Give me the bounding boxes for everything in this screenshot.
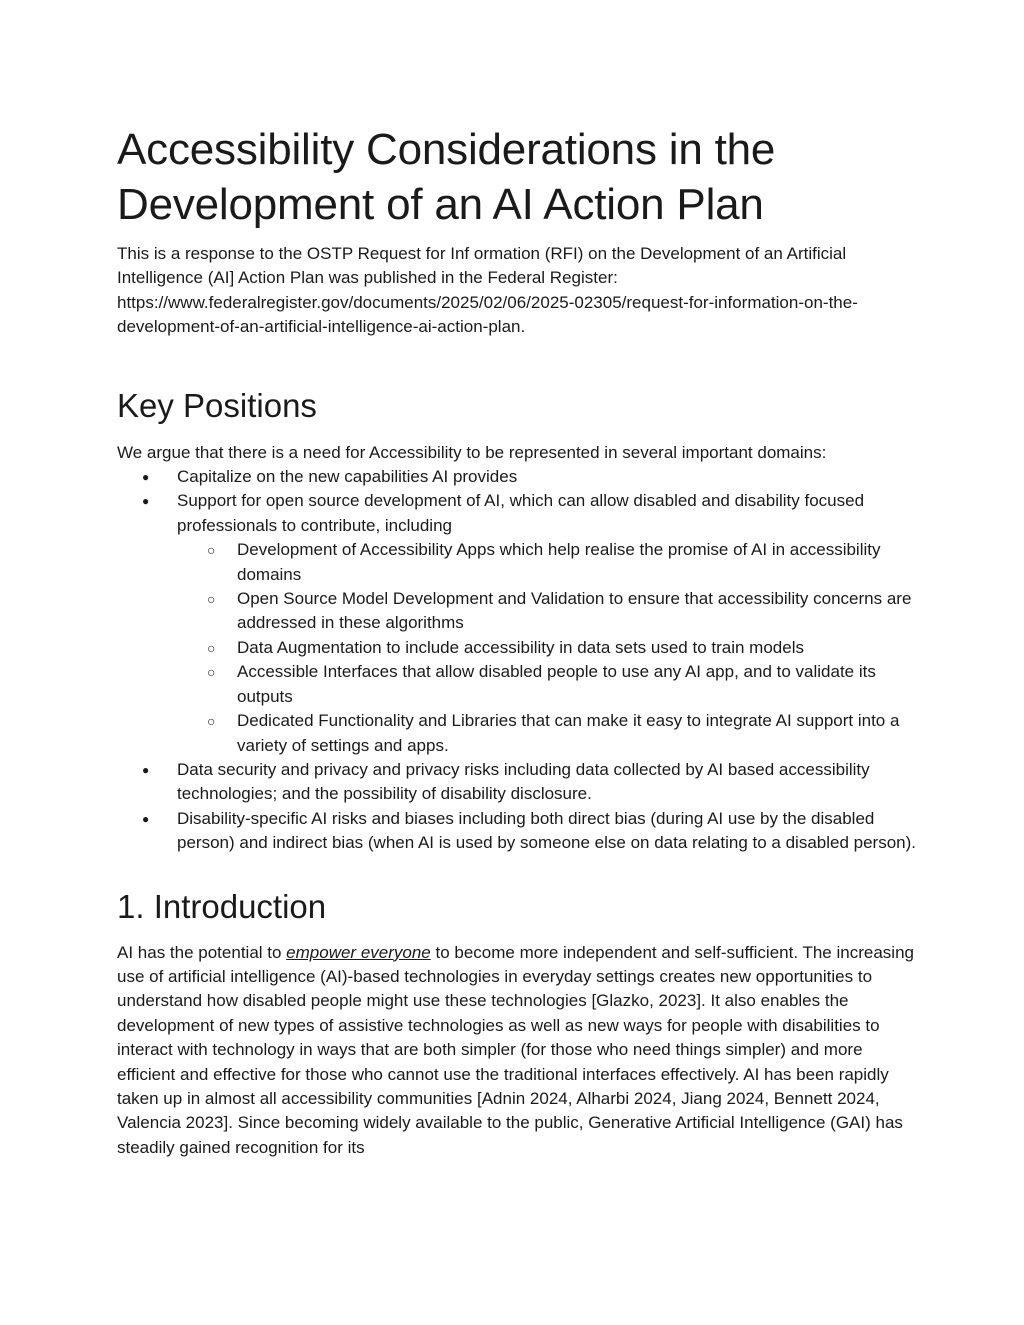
- key-positions-lead: We argue that there is a need for Accessibility to be represented in several important domains:: [117, 442, 827, 462]
- key-positions-list: [117, 465, 917, 856]
- intro-paragraph: This is a response to the OSTP Request for Inf ormation (RFI) on the Development of an Artificial Intelligence (AI] Action Plan was published in the Federal Register: https://www.federalregister.gov/documents/2025/02/06/2025-02305/request-for-information-on-the-development-of-an-artificial-intelligence-ai-action-plan.: [117, 244, 858, 337]
- sub-list-item: ○ Accessible Interfaces that allow disabled people to use any AI app, and to validate its outputs: [177, 660, 917, 709]
- document-page: [117, 122, 917, 1160]
- empower-everyone-link[interactable]: empower everyone: [286, 942, 431, 962]
- introduction-text-rest: to become more independent and self-sufficient. The increasing use of artificial intelligence (AI)-based technologies in everyday settings creates new opportunities to understand how disabled people might use these technologies [Glazko, 2023]. It also enables the development of new types of assistive technologies as well as new ways for people with disabilities to interact with technology in ways that are both simpler (for those who need things simpler) and more efficient and effective for those who cannot use the traditional interfaces effectively. AI has been rapidly taken up in almost all accessibility communities [Adnin 2024, Alharbi 2024, Jiang 2024, Bennett 2024, Valencia 2023]. Since becoming widely available to the public, Generative Artificial Intelligence (GAI) has steadily gained recognition for its: [117, 942, 914, 1157]
- key-positions-heading: Key Positions: [117, 386, 317, 424]
- list-item: ● Data security and privacy and privacy risks including data collected by AI based accessibility technologies; and the possibility of disability disclosure.: [117, 758, 917, 807]
- sub-list-item: ○ Data Augmentation to include accessibility in data sets used to train models: [177, 636, 917, 660]
- introduction-heading: 1. Introduction: [117, 887, 327, 925]
- sub-list: [177, 538, 917, 758]
- sub-list-item: ○ Dedicated Functionality and Libraries that can make it easy to integrate AI support into a variety of settings and apps.: [177, 709, 917, 758]
- sub-list-item: ○ Development of Accessibility Apps which help realise the promise of AI in accessibility domains: [177, 538, 917, 587]
- list-item: [117, 489, 917, 757]
- list-item: ● Capitalize on the new capabilities AI provides: [117, 465, 917, 489]
- document-title: Accessibility Considerations in the Development of an AI Action Plan: [117, 125, 776, 229]
- introduction-paragraph: [117, 941, 917, 1161]
- introduction-text-start: AI has the potential to: [117, 942, 287, 962]
- list-item: ● Disability-specific AI risks and biases including both direct bias (during AI use by the disabled person) and indirect bias (when AI is used by someone else on data relating to a disabled person).: [117, 807, 917, 856]
- list-item-text: Support for open source development of AI, which can allow disabled and disability focused professionals to contribute, including: [177, 491, 865, 535]
- sub-list-item: ○ Open Source Model Development and Validation to ensure that accessibility concerns are addressed in these algorithms: [177, 587, 917, 636]
